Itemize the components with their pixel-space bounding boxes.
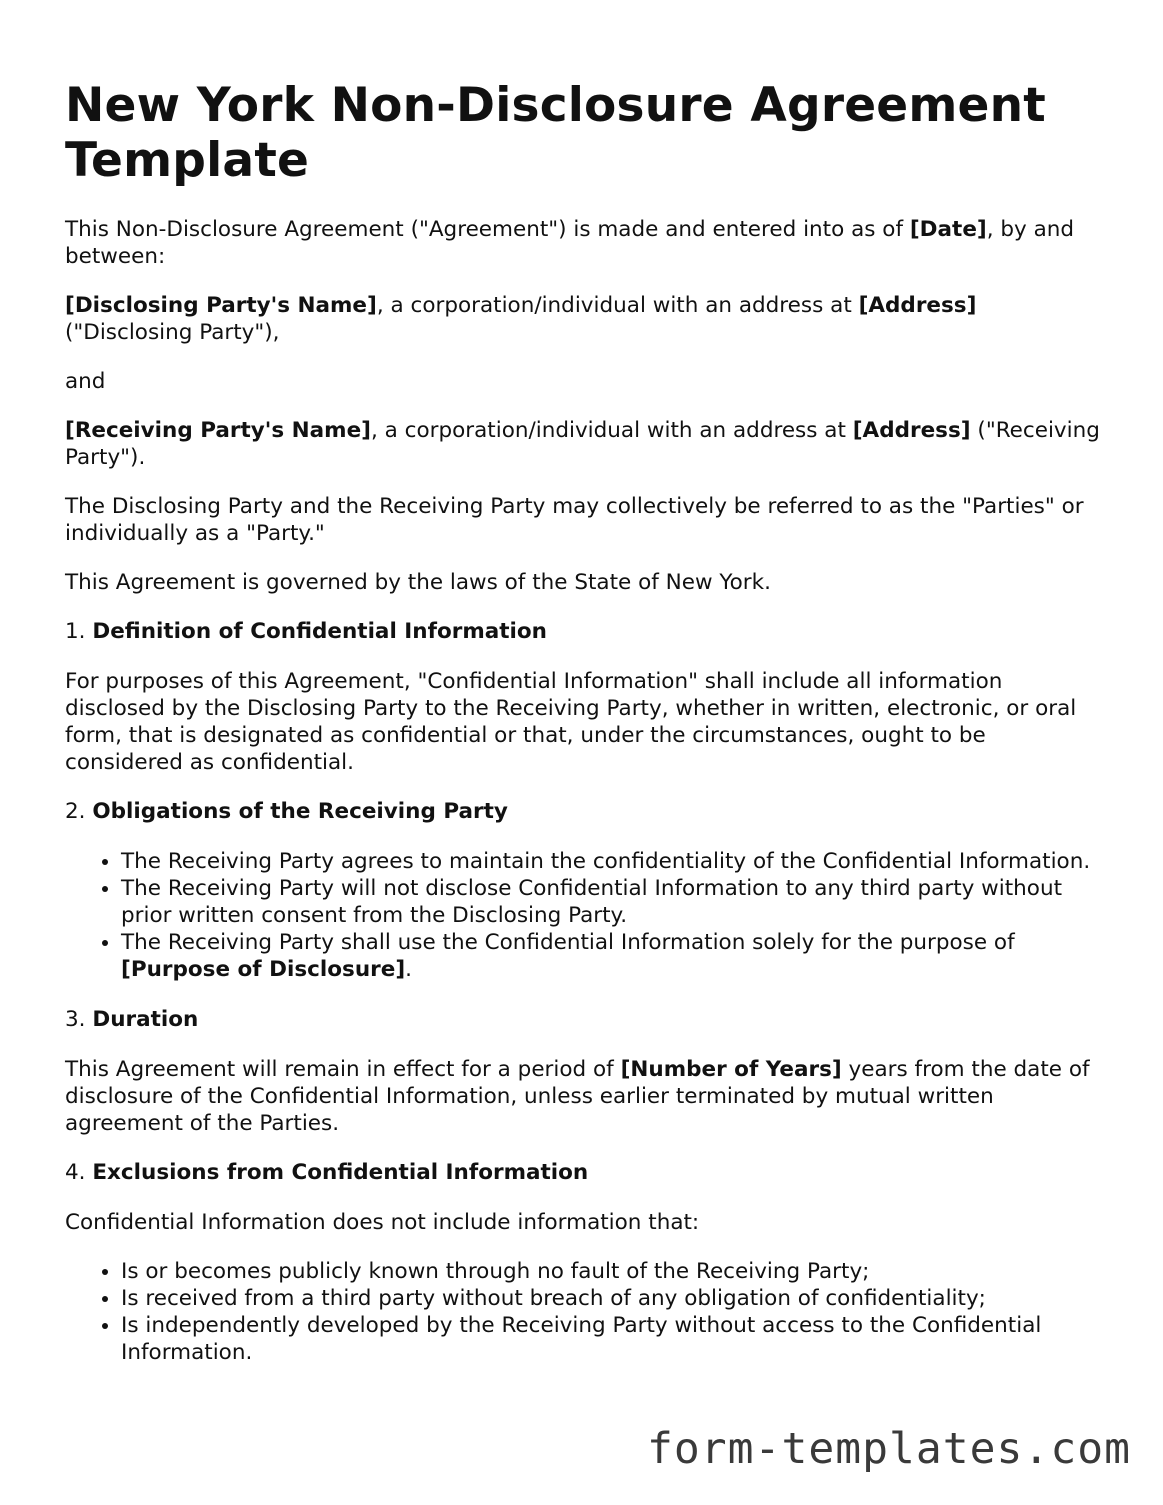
section-3-text-end: years from the date of disclosure of the Confidential Information, unless earlier terminated by mutual written agreement of the Parties. bbox=[65, 1057, 1090, 1136]
document-title: New York Non-Disclosure Agreement Template bbox=[65, 78, 1046, 188]
disclosing-address-placeholder: [Address] bbox=[858, 293, 977, 318]
section-3-body bbox=[65, 1056, 1105, 1137]
receiving-address-placeholder: [Address] bbox=[852, 418, 971, 443]
disclosing-name-placeholder: [Disclosing Party's Name] bbox=[65, 293, 377, 318]
section-1-heading bbox=[65, 618, 1105, 645]
section-4-list bbox=[65, 1258, 1105, 1366]
governing-law-paragraph: This Agreement is governed by the laws of the State of New York. bbox=[65, 570, 771, 595]
list-item: • The Receiving Party agrees to maintain the confidentiality of the Confidential Information. bbox=[121, 848, 1105, 875]
section-4-number: 4. bbox=[65, 1160, 93, 1185]
receiving-name-placeholder: [Receiving Party's Name] bbox=[65, 418, 371, 443]
section-2-heading bbox=[65, 798, 1105, 825]
section-2-list bbox=[65, 848, 1105, 983]
section-1-number: 1. bbox=[65, 619, 93, 644]
purpose-placeholder: [Purpose of Disclosure] bbox=[121, 957, 406, 982]
list-item-text: The Receiving Party shall use the Confidential Information solely for the purpose of bbox=[121, 930, 1015, 955]
section-1-body: For purposes of this Agreement, "Confidential Information" shall include all information disclosed by the Disclosing Party to the Receiving Party, whether in written, electronic, or oral form, that is designated as confidential or that, under the circumstances, ought to be considered as confidential. bbox=[65, 669, 1077, 775]
and-paragraph: and bbox=[65, 369, 106, 394]
parties-paragraph: The Disclosing Party and the Receiving Party may collectively be referred to as the "Parties" or individually as a "Party." bbox=[65, 494, 1084, 546]
section-3-heading bbox=[65, 1006, 1105, 1033]
section-3-title: Duration bbox=[92, 1007, 199, 1032]
section-4-intro: Confidential Information does not include information that: bbox=[65, 1210, 700, 1235]
document-page bbox=[65, 78, 1105, 1389]
receiving-text-end: ("Receiving Party"). bbox=[65, 418, 1100, 470]
years-placeholder: [Number of Years] bbox=[620, 1057, 842, 1082]
disclosing-party-paragraph bbox=[65, 292, 1105, 346]
list-item: • Is independently developed by the Receiving Party without access to the Confidential Information. bbox=[121, 1312, 1105, 1366]
intro-paragraph bbox=[65, 216, 1105, 270]
list-item: • Is received from a third party without breach of any obligation of confidentiality; bbox=[121, 1285, 1105, 1312]
intro-text-end: , by and between: bbox=[65, 217, 1075, 269]
receiving-party-paragraph bbox=[65, 417, 1105, 471]
list-item: • The Receiving Party will not disclose Confidential Information to any third party without prior written consent from the Disclosing Party. bbox=[121, 875, 1105, 929]
disclosing-text: , a corporation/individual with an address at bbox=[376, 293, 859, 318]
section-3-text: This Agreement will remain in effect for a period of bbox=[65, 1057, 621, 1082]
receiving-text: , a corporation/individual with an address at bbox=[371, 418, 853, 443]
watermark: form-templates.com bbox=[647, 1424, 1131, 1474]
list-item-end: . bbox=[405, 957, 412, 982]
list-item: • Is or becomes publicly known through no fault of the Receiving Party; bbox=[121, 1258, 1105, 1285]
intro-text: This Non-Disclosure Agreement ("Agreement") is made and entered into as of bbox=[65, 217, 910, 242]
section-4-heading bbox=[65, 1159, 1105, 1186]
section-2-number: 2. bbox=[65, 799, 93, 824]
section-1-title: Definition of Confidential Information bbox=[92, 619, 547, 644]
section-4-title: Exclusions from Confidential Information bbox=[92, 1160, 589, 1185]
list-item bbox=[121, 929, 1105, 983]
section-3-number: 3. bbox=[65, 1007, 93, 1032]
disclosing-text-end: ("Disclosing Party"), bbox=[65, 320, 280, 345]
date-placeholder: [Date] bbox=[909, 217, 987, 242]
section-2-title: Obligations of the Receiving Party bbox=[92, 799, 508, 824]
